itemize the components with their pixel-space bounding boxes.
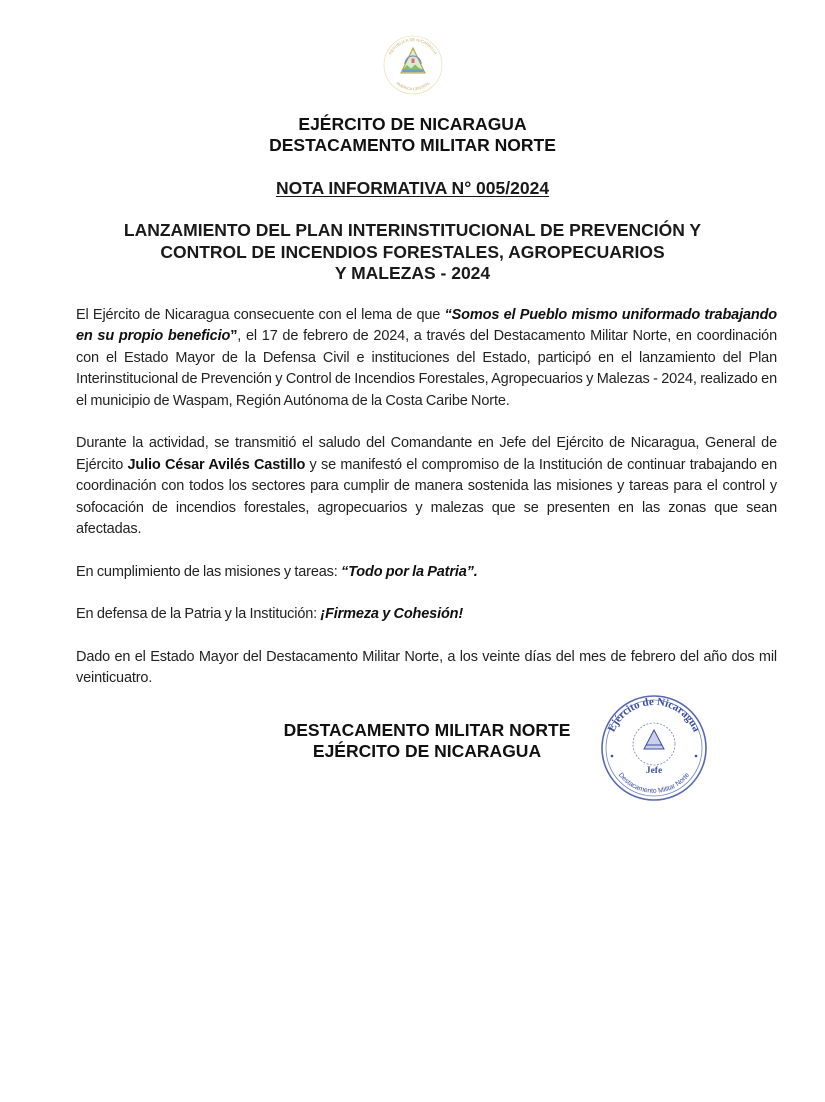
paragraph-1: [76, 305, 777, 413]
stamp-ring-top: Ejército de Nicaragua: [605, 695, 703, 734]
signature-unit: DESTACAMENTO MILITAR NORTE: [283, 719, 571, 740]
p2-intro: Durante la actividad, se transmitió el saludo del Comandante en Jefe del Ejército de Nicaragua, General de Ejército: [76, 435, 777, 473]
p1-motto-close: ”: [230, 328, 238, 344]
p1-rest: , el 17 de febrero de 2024, a través del Destacamento Militar Norte, en coordinación con el Estado Mayor de la Defensa Civil e instituciones del Estado, participó en el lanzamiento del Plan Interinstitucional de Prevención y Control de Incendios Forestales, Agropecuarios y Malezas - 2024, realizado en el municipio de Waspam, Región Autónoma de la Costa Caribe Norte.: [76, 328, 777, 409]
signature-army: EJÉRCITO DE NICARAGUA: [312, 740, 542, 761]
p1-motto: “Somos el Pueblo mismo uniformado trabajando en su propio beneficio: [76, 306, 777, 344]
document-page: [0, 34, 825, 1102]
p2-commander-name: Julio César Avilés Castillo: [127, 456, 306, 473]
p2-rest: y se manifestó el compromiso de la Institución de continuar trabajando en coordinación con todos los sectores para cumplir de manera sostenida las misiones y tareas para el control y sofocación de incendios forestales, agropecuarios y malezas que se presenten en las zonas que sean afectadas.: [76, 456, 777, 537]
main-title: [60, 220, 765, 285]
p4-intro: En defensa de la Patria y la Institución:: [76, 606, 321, 622]
header-army-name: EJÉRCITO DE NICARAGUA: [298, 114, 527, 134]
p3-motto: “Todo por la Patria”.: [341, 563, 478, 580]
note-number: NOTA INFORMATIVA N° 005/2024: [275, 178, 550, 198]
paragraph-2: [76, 433, 777, 541]
emblem-ring-bottom: AMÉRICA CENTRAL: [394, 80, 431, 92]
main-title-line-2: CONTROL DE INCENDIOS FORESTALES, AGROPECUARIOS: [160, 241, 665, 262]
header-unit-name: DESTACAMENTO MILITAR NORTE: [269, 135, 556, 155]
p4-motto: ¡Firmeza y Cohesión!: [320, 606, 464, 622]
emblem-ring-top: REPÚBLICA DE NICARAGUA: [387, 36, 438, 56]
p1-intro: El Ejército de Nicaragua consecuente con el lema de que: [76, 306, 445, 323]
closing-block: [0, 694, 825, 810]
paragraph-3: [76, 562, 777, 584]
header: [0, 114, 825, 156]
stamp-ring-bottom: Destacamento Militar Norte: [616, 771, 692, 795]
official-stamp-icon: [598, 694, 710, 802]
p5-text: Dado en el Estado Mayor del Destacamento Militar Norte, a los veinte días del mes de febrero del año dos mil veinticuatro.: [76, 648, 777, 686]
main-title-line-1: LANZAMIENTO DEL PLAN INTERINSTITUCIONAL DE PREVENCIÓN Y: [123, 220, 702, 240]
p3-intro: En cumplimiento de las misiones y tareas:: [76, 563, 342, 580]
paragraph-4: [76, 604, 777, 626]
paragraph-5: [76, 647, 777, 690]
note-title: [0, 178, 825, 199]
coat-of-arms-icon: [383, 34, 443, 96]
signature-block: [262, 720, 592, 762]
main-title-line-3: Y MALEZAS - 2024: [334, 263, 491, 283]
stamp-center-title: Jefe: [645, 765, 663, 776]
